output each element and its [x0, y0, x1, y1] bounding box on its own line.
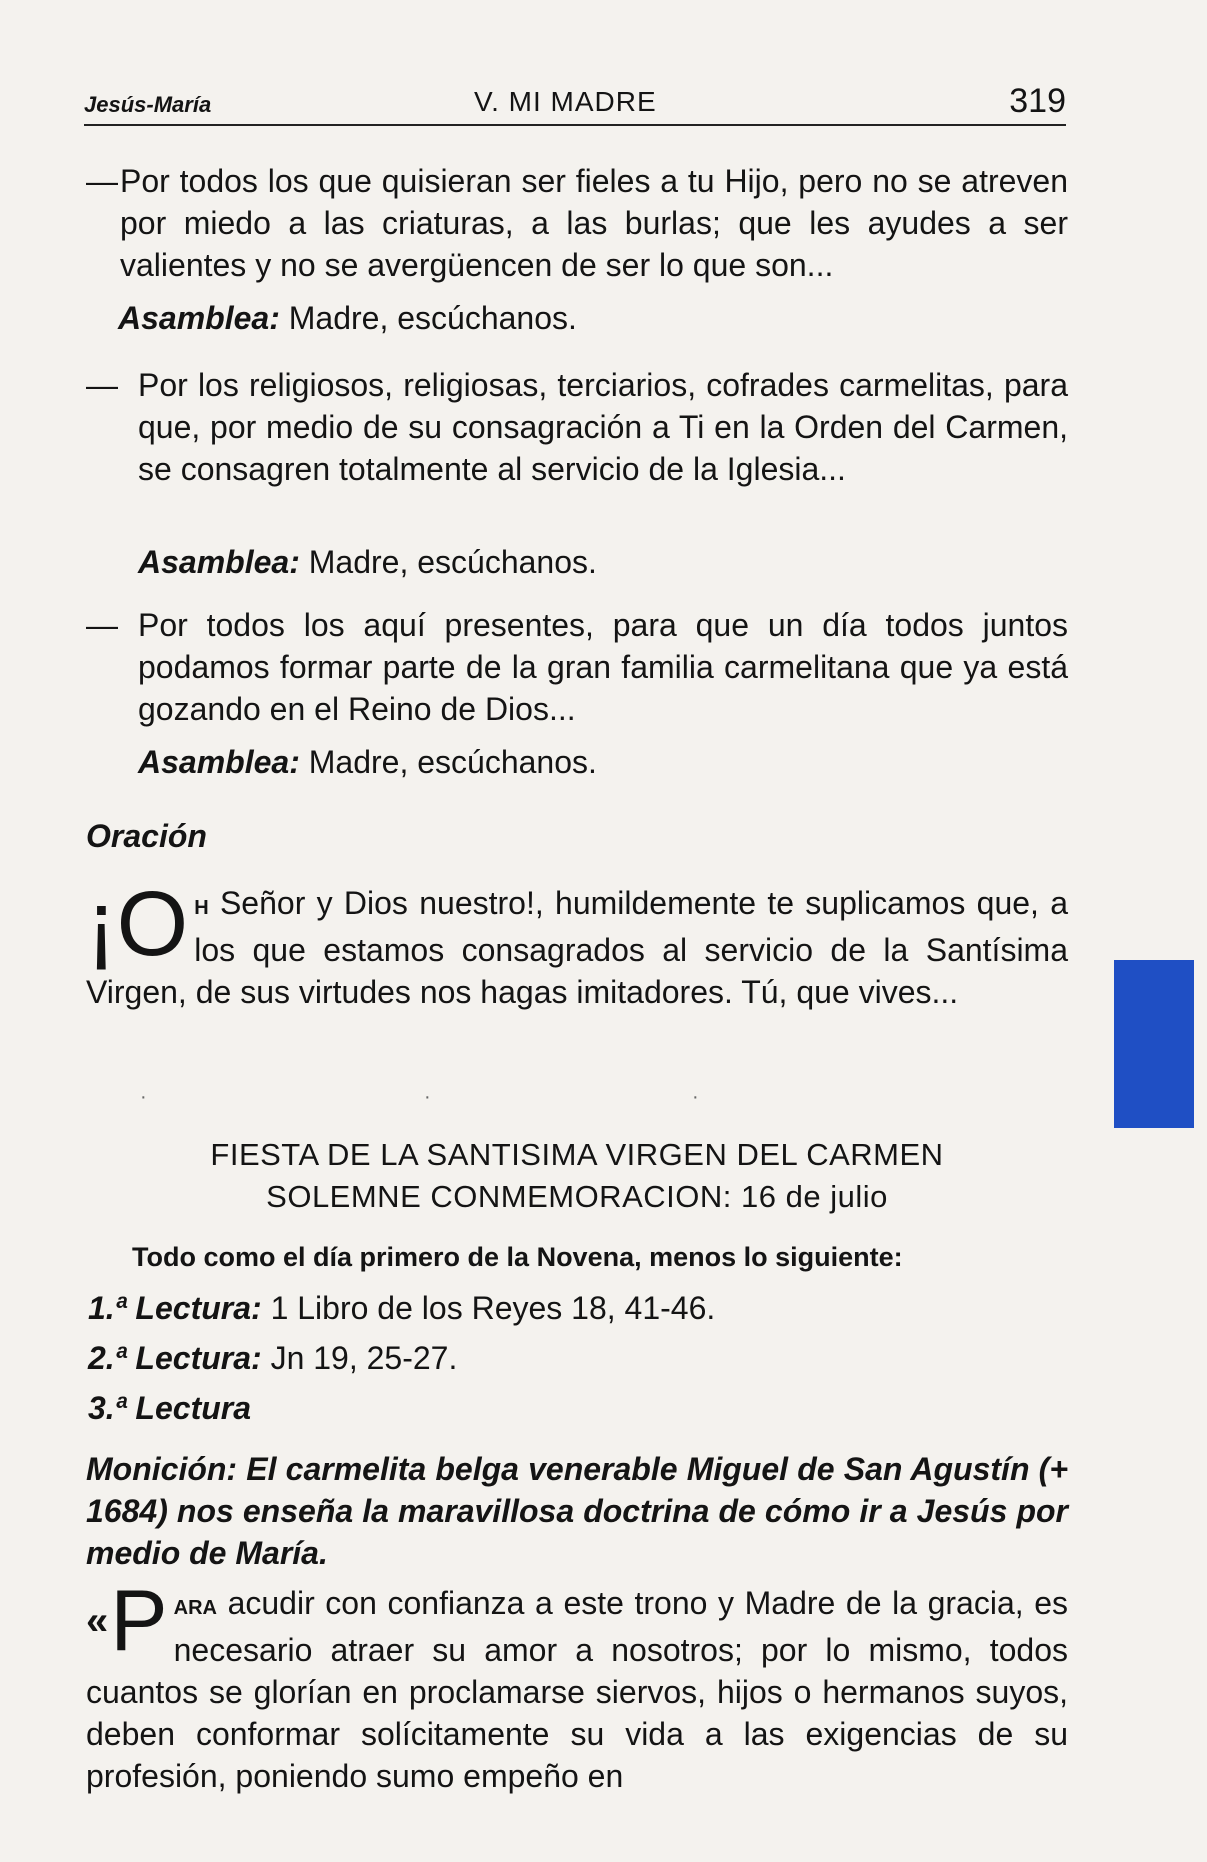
- guillemet: «: [86, 1599, 109, 1643]
- dropcap-o: ¡O: [86, 873, 189, 975]
- oracion-prayer: [86, 873, 1069, 1013]
- intercession-dash: —: [86, 607, 118, 643]
- reading-label: Lectura:: [135, 1340, 262, 1376]
- intercession-text: Por los religiosos, religiosas, terciarios, cofrades carmelitas, para que, por medio de su consagración a Ti en la Orden del Carmen, se consagren totalmente al servicio de la Iglesia...: [138, 367, 1068, 487]
- decorative-dot: ·: [692, 1086, 699, 1108]
- prayer-text: Señor y Dios nuestro!, humildemente te suplicamos que, a los que estamos consagrados al servicio de la Santísima Virgen, de sus virtudes nos hagas imitadores. Tú, que vives...: [86, 885, 1069, 1010]
- response-label: Asamblea:: [118, 300, 280, 336]
- fiesta-date: 16 de julio: [741, 1179, 888, 1214]
- response-text: Madre, escúchanos.: [308, 744, 597, 780]
- thumb-index-tab: [1114, 960, 1194, 1128]
- intercession-3: [86, 604, 1068, 730]
- header-left: Jesús-María: [84, 92, 212, 117]
- response-2: [138, 544, 597, 581]
- reading-ref: 1 Libro de los Reyes 18, 41-46.: [270, 1290, 716, 1326]
- prayer-smallcap: H: [194, 897, 209, 919]
- intercession-dash: —: [86, 163, 118, 199]
- quote-smallcap: ARA: [173, 1597, 217, 1619]
- response-3: [138, 744, 597, 781]
- intercession-1: [86, 160, 1068, 286]
- quote-paragraph: [86, 1573, 1069, 1797]
- reading-label: Lectura:: [135, 1290, 262, 1326]
- fiesta-title: FIESTA DE LA SANTISIMA VIRGEN DEL CARMEN: [210, 1137, 944, 1172]
- reading-ref: Jn 19, 25-27.: [270, 1340, 458, 1376]
- monicion-label: Monición:: [86, 1451, 238, 1487]
- decorative-dot: ·: [140, 1086, 147, 1108]
- response-label: Asamblea:: [138, 544, 300, 580]
- reading-num: 1.ª: [88, 1290, 127, 1326]
- response-text: Madre, escúchanos.: [308, 544, 597, 580]
- response-label: Asamblea:: [138, 744, 300, 780]
- dropcap-p: P: [110, 1573, 168, 1669]
- reading-1: [88, 1290, 715, 1327]
- response-text: Madre, escúchanos.: [288, 300, 577, 336]
- intercession-text: Por todos los aquí presentes, para que un día todos juntos podamos formar parte de la gran familia carmelitana que ya está gozando en el Reino de Dios...: [138, 607, 1068, 727]
- monicion: [86, 1448, 1068, 1574]
- quote-text: acudir con confianza a este trono y Madre de la gracia, es necesario atraer su amor a nosotros; por lo mismo, todos cuantos se glorían en proclamarse siervos, hijos o hermanos suyos, deben conformar solícitamente su vida a las exigencias de su profesión, poniendo sumo empeño en: [86, 1585, 1069, 1794]
- running-header: [84, 82, 1066, 126]
- fiesta-note: Todo como el día primero de la Novena, menos lo siguiente:: [132, 1242, 903, 1272]
- reading-num: 3.ª: [88, 1390, 127, 1426]
- oracion-heading: Oración: [86, 818, 207, 854]
- reading-label: Lectura: [135, 1390, 252, 1426]
- response-1: [118, 300, 577, 337]
- intercession-dash: —: [86, 367, 118, 403]
- header-chapter: V. MI MADRE: [474, 86, 657, 117]
- intercession-2: [86, 364, 1068, 490]
- page-number: 319: [1009, 82, 1066, 120]
- reading-num: 2.ª: [88, 1340, 127, 1376]
- intercession-text: Por todos los que quisieran ser fieles a tu Hijo, pero no se atreven por miedo a las criaturas, a las burlas; que les ayudes a ser valientes y no se avergüencen de ser lo que son...: [120, 163, 1068, 283]
- fiesta-subtitle: [86, 1176, 1068, 1218]
- decorative-dot: ·: [424, 1086, 431, 1108]
- monicion-text: El carmelita belga venerable Miguel de San Agustín (+ 1684) nos enseña la maravillosa doctrina de cómo ir a Jesús por medio de María.: [86, 1451, 1068, 1571]
- reading-2: [88, 1340, 457, 1377]
- fiesta-subtitle-label: SOLEMNE CONMEMORACION:: [266, 1179, 732, 1214]
- reading-3: [88, 1390, 251, 1427]
